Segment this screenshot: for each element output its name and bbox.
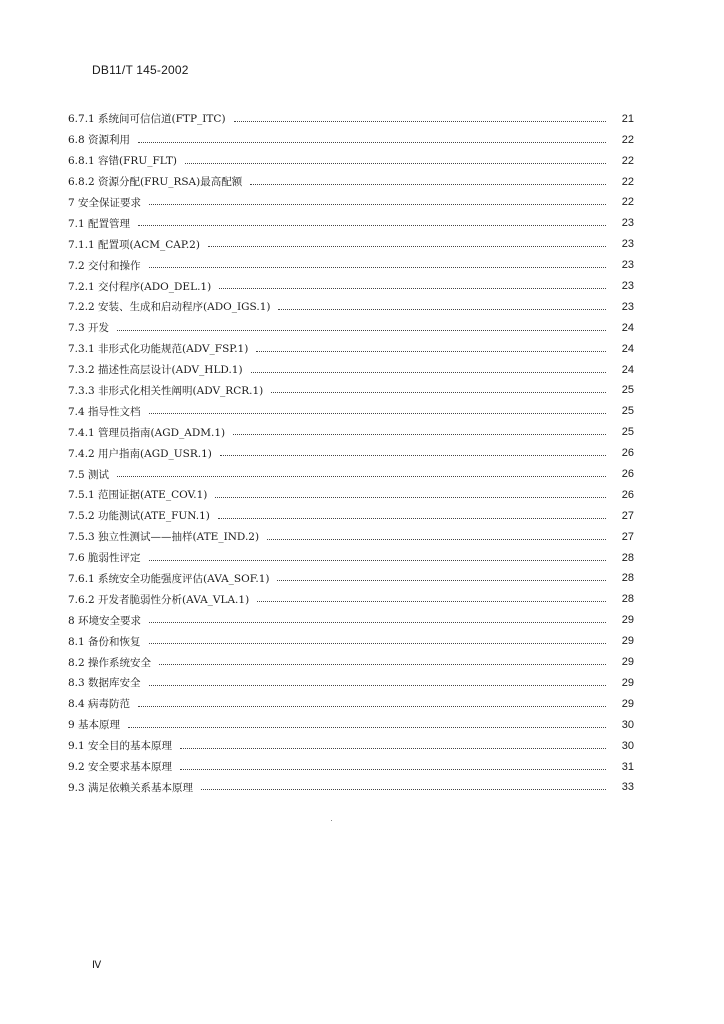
- dot-leader: [117, 476, 606, 477]
- toc-entry-title: 7.2.2 安装、生成和启动程序(ADO_IGS.1): [68, 301, 271, 314]
- toc-entry[interactable]: [68, 292, 634, 313]
- dot-leader: [278, 309, 606, 310]
- scan-speck: [331, 820, 332, 821]
- page-number: Ⅳ: [92, 960, 102, 971]
- toc-entry-title: 7.2.1 交付程序(ADO_DEL.1): [68, 280, 212, 293]
- toc-entry[interactable]: [68, 188, 634, 209]
- toc-entry-page: 25: [621, 384, 634, 397]
- toc-entry-title: 9.3 满足依赖关系基本原理: [68, 781, 194, 794]
- toc-entry[interactable]: [68, 605, 634, 626]
- toc-entry-title: 7.4.2 用户指南(AGD_USR.1): [68, 447, 212, 460]
- toc-entry-title: 6.8.2 资源分配(FRU_RSA)最高配额: [68, 176, 243, 189]
- toc-entry[interactable]: [68, 668, 634, 689]
- toc-entry-title: 7.2 交付和操作: [68, 259, 141, 272]
- dot-leader: [234, 121, 606, 122]
- toc-entry-title: 7.6 脆弱性评定: [68, 552, 141, 565]
- toc-entry[interactable]: [68, 313, 634, 334]
- toc-entry-page: 27: [621, 530, 634, 543]
- toc-entry[interactable]: [68, 208, 634, 229]
- dot-leader: [233, 434, 606, 435]
- toc-entry-title: 7 安全保证要求: [68, 196, 142, 209]
- dot-leader: [201, 789, 606, 790]
- toc-entry-page: 22: [621, 196, 634, 209]
- dot-leader: [180, 748, 606, 749]
- toc-entry-title: 7.1 配置管理: [68, 217, 131, 230]
- toc-entry[interactable]: [68, 584, 634, 605]
- toc-entry-page: 30: [621, 739, 634, 752]
- toc-entry[interactable]: [68, 626, 634, 647]
- toc-entry-title: 7.5 测试: [68, 468, 110, 481]
- toc-entry[interactable]: [68, 355, 634, 376]
- dot-leader: [271, 392, 606, 393]
- toc-entry-page: 28: [621, 551, 634, 564]
- toc-entry-page: 24: [621, 363, 634, 376]
- toc-entry-page: 29: [621, 614, 634, 627]
- standard-code: DB11/T 145-2002: [92, 63, 189, 77]
- toc-entry-title: 7.1.1 配置项(ACM_CAP.2): [68, 238, 200, 251]
- toc-entry[interactable]: [68, 752, 634, 773]
- toc-entry-page: 21: [621, 112, 634, 125]
- toc-entry-page: 28: [621, 593, 634, 606]
- toc-entry[interactable]: [68, 229, 634, 250]
- toc-entry-title: 7.5.3 独立性测试——抽样(ATE_IND.2): [68, 531, 260, 544]
- toc-entry[interactable]: [68, 271, 634, 292]
- toc-entry-page: 29: [621, 656, 634, 669]
- dot-leader: [277, 580, 606, 581]
- toc-entry[interactable]: [68, 480, 634, 501]
- toc-entry-title: 6.8 资源利用: [68, 134, 131, 147]
- toc-entry-page: 23: [621, 259, 634, 272]
- toc-entry-page: 23: [621, 280, 634, 293]
- toc-entry-page: 23: [621, 217, 634, 230]
- toc-entry[interactable]: [68, 543, 634, 564]
- toc-entry-page: 25: [621, 405, 634, 418]
- toc-entry[interactable]: [68, 146, 634, 167]
- toc-entry-title: 7.3 开发: [68, 322, 110, 335]
- toc-entry-title: 8.1 备份和恢复: [68, 635, 141, 648]
- dot-leader: [149, 204, 606, 205]
- toc-entry[interactable]: [68, 417, 634, 438]
- dot-leader: [220, 455, 606, 456]
- toc-entry-page: 26: [621, 468, 634, 481]
- toc-entry-title: 7.5.2 功能测试(ATE_FUN.1): [68, 510, 210, 523]
- dot-leader: [149, 685, 606, 686]
- dot-leader: [185, 163, 606, 164]
- toc-entry-page: 26: [621, 488, 634, 501]
- dot-leader: [128, 727, 606, 728]
- dot-leader: [117, 330, 606, 331]
- toc-entry-page: 27: [621, 509, 634, 522]
- toc-entry-page: 24: [621, 321, 634, 334]
- toc-entry-title: 7.5.1 范围证据(ATE_COV.1): [68, 489, 208, 502]
- toc-entry-title: 9.1 安全目的基本原理: [68, 740, 173, 753]
- dot-leader: [267, 539, 606, 540]
- toc-entry-page: 33: [621, 781, 634, 794]
- dot-leader: [149, 267, 606, 268]
- toc-entry-title: 7.3.2 描述性高层设计(ADV_HLD.1): [68, 364, 243, 377]
- toc-entry[interactable]: [68, 167, 634, 188]
- toc-entry-page: 29: [621, 697, 634, 710]
- toc-entry[interactable]: [68, 334, 634, 355]
- dot-leader: [215, 497, 606, 498]
- toc-entry-title: 8.3 数据库安全: [68, 677, 141, 690]
- toc-entry[interactable]: [68, 647, 634, 668]
- toc-entry-page: 31: [621, 760, 634, 773]
- dot-leader: [149, 622, 606, 623]
- toc-entry-title: 7.4.1 管理员指南(AGD_ADM.1): [68, 426, 226, 439]
- toc-entry-title: 8 环境安全要求: [68, 614, 142, 627]
- toc-entry-title: 9 基本原理: [68, 719, 121, 732]
- toc-entry[interactable]: [68, 459, 634, 480]
- toc-entry-page: 22: [621, 133, 634, 146]
- toc-entry[interactable]: [68, 522, 634, 543]
- table-of-contents: [68, 104, 634, 793]
- toc-entry-page: 25: [621, 426, 634, 439]
- toc-entry[interactable]: [68, 773, 634, 794]
- dot-leader: [149, 643, 606, 644]
- toc-entry-page: 29: [621, 635, 634, 648]
- toc-entry-title: 9.2 安全要求基本原理: [68, 761, 173, 773]
- dot-leader: [180, 769, 606, 770]
- dot-leader: [250, 184, 606, 185]
- toc-entry[interactable]: [68, 396, 634, 417]
- dot-leader: [256, 351, 606, 352]
- dot-leader: [251, 372, 606, 373]
- toc-entry[interactable]: [68, 250, 634, 271]
- toc-entry[interactable]: [68, 731, 634, 752]
- toc-entry-title: 7.3.3 非形式化相关性阐明(ADV_RCR.1): [68, 384, 264, 397]
- toc-entry-page: 24: [621, 342, 634, 355]
- dot-leader: [219, 288, 606, 289]
- toc-entry-title: 7.6.1 系统安全功能强度评估(AVA_SOF.1): [68, 572, 270, 585]
- toc-entry-title: 7.3.1 非形式化功能规范(ADV_FSP.1): [68, 343, 249, 356]
- toc-entry-page: 29: [621, 676, 634, 689]
- toc-entry-title: 6.7.1 系统间可信信道(FTP_ITC): [68, 113, 226, 126]
- dot-leader: [218, 518, 606, 519]
- toc-entry-page: 22: [621, 154, 634, 167]
- dot-leader: [138, 706, 606, 707]
- toc-entry-title: 6.8.1 容错(FRU_FLT): [68, 155, 177, 168]
- dot-leader: [138, 142, 606, 143]
- toc-entry[interactable]: [68, 438, 634, 459]
- dot-leader: [138, 225, 606, 226]
- toc-entry[interactable]: [68, 125, 634, 146]
- toc-entry[interactable]: [68, 689, 634, 710]
- dot-leader: [149, 560, 606, 561]
- toc-entry-page: 28: [621, 572, 634, 585]
- toc-entry-page: 30: [621, 718, 634, 731]
- dot-leader: [159, 664, 606, 665]
- toc-entry-title: 8.4 病毒防范: [68, 698, 131, 711]
- toc-entry-page: 26: [621, 447, 634, 460]
- toc-entry-title: 7.6.2 开发者脆弱性分析(AVA_VLA.1): [68, 593, 250, 606]
- toc-entry-title: 7.4 指导性文档: [68, 405, 141, 418]
- dot-leader: [208, 246, 606, 247]
- toc-entry-page: 23: [621, 300, 634, 313]
- toc-entry[interactable]: [68, 104, 634, 125]
- toc-entry[interactable]: [68, 710, 634, 731]
- toc-entry-page: 22: [621, 175, 634, 188]
- toc-entry[interactable]: [68, 564, 634, 585]
- dot-leader: [149, 413, 606, 414]
- toc-entry[interactable]: [68, 501, 634, 522]
- toc-entry-page: 23: [621, 238, 634, 251]
- dot-leader: [257, 601, 606, 602]
- toc-entry[interactable]: [68, 376, 634, 397]
- toc-entry-title: 8.2 操作系统安全: [68, 656, 152, 669]
